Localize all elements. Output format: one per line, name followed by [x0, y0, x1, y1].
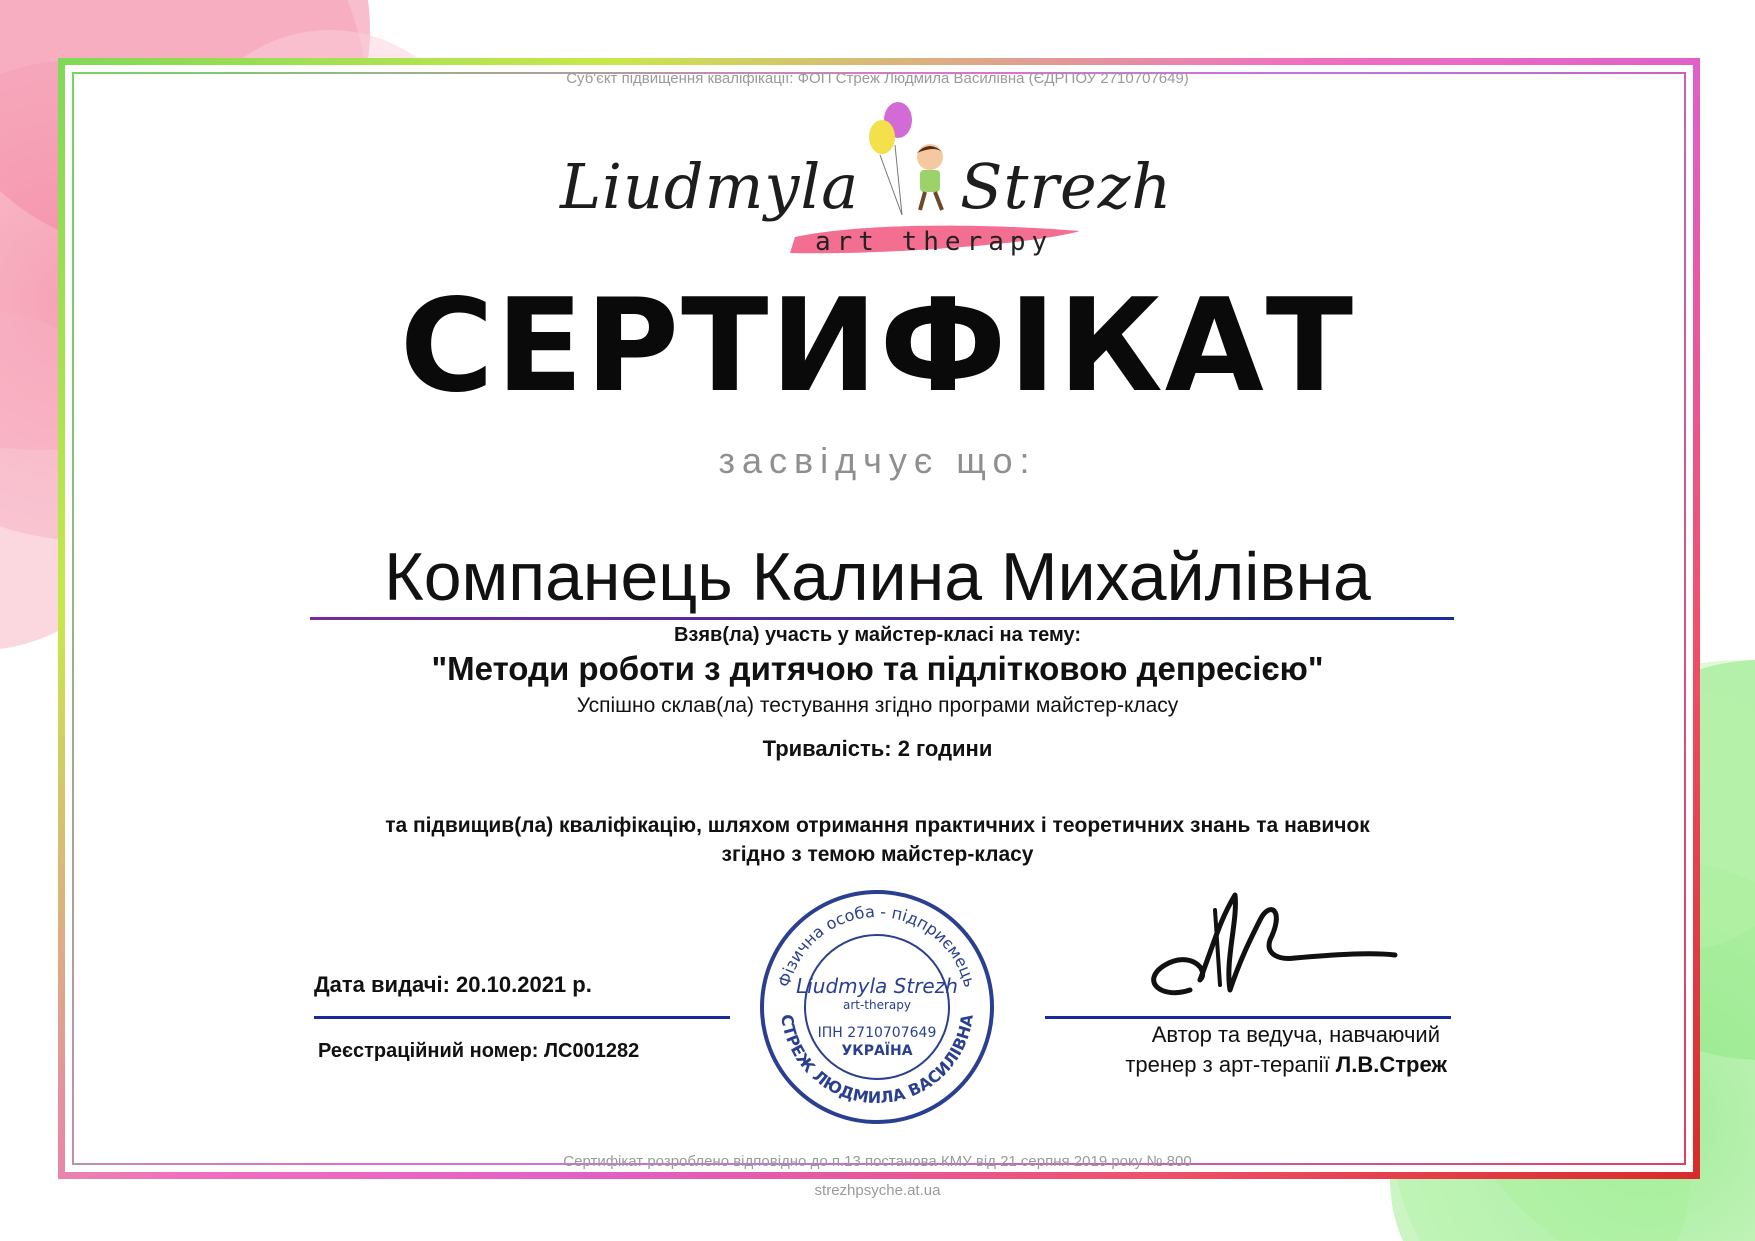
date-underline — [314, 1016, 730, 1019]
participation-text: Взяв(ла) участь у майстер-класі на тему: — [673, 624, 1081, 646]
certifies-text: засвідчує що: — [718, 440, 1037, 481]
topic-text: "Методи роботи з дитячою та підлітковою депресією" — [431, 650, 1324, 687]
signature-underline — [1045, 1016, 1451, 1019]
signature — [1120, 880, 1400, 1020]
official-stamp — [755, 885, 1000, 1130]
subject-line: Суб'єкт підвищення кваліфікації: ФОП Стреж Людмила Василівна (ЄДРПОУ 2710707649) — [566, 70, 1189, 87]
logo-subtitle: art therapy — [815, 227, 1054, 257]
testing-text: Успішно склав(ла) тестування згідно програми майстер-класу — [576, 694, 1179, 717]
author-line1: Автор та ведуча, навчаючий — [1151, 1022, 1440, 1047]
stamp-top-arc: Фізична особа - підприємець — [774, 901, 980, 990]
stamp-ipn: ІПН 2710707649 — [817, 1025, 937, 1041]
stamp-logo-text: Liudmyla Strezh — [796, 974, 958, 998]
qualification-line1: та підвищив(ла) кваліфікацію, шляхом отримання практичних і теоретичних знань та навичок — [385, 814, 1370, 837]
website-link[interactable]: strezhpsyche.at.ua — [814, 1182, 941, 1199]
logo-name-left: Liudmyla — [560, 150, 860, 223]
issue-date: Дата видачі: 20.10.2021 р. — [314, 972, 592, 997]
logo-name-right: Strezh — [960, 150, 1173, 223]
recipient-name: Компанець Калина Михайлівна — [384, 539, 1371, 615]
author-line2 — [1045, 1052, 1447, 1078]
name-underline — [310, 617, 1454, 620]
stamp-logo-sub: art-therapy — [842, 998, 912, 1012]
stamp-country: УКРАЇНА — [841, 1043, 913, 1059]
certificate-title: СЕРТИФІКАТ — [399, 272, 1356, 421]
qualification-line2: згідно з темою майстер-класу — [721, 843, 1034, 866]
stamp-bottom-arc: СТРЕЖ ЛЮДМИЛА ВАСИЛІВНА — [777, 1013, 977, 1108]
author-role: тренер з арт-терапії — [1125, 1052, 1336, 1077]
legal-note: Сертифікат розроблено відповідно до п.13 постанова КМУ від 21 серпня 2019 року № 800 — [563, 1153, 1192, 1170]
author-name: Л.В.Стреж — [1335, 1052, 1447, 1077]
registration-number: Реєстраційний номер: ЛС001282 — [318, 1040, 640, 1062]
logo — [560, 95, 1180, 265]
duration-text: Тривалість: 2 години — [762, 736, 993, 761]
